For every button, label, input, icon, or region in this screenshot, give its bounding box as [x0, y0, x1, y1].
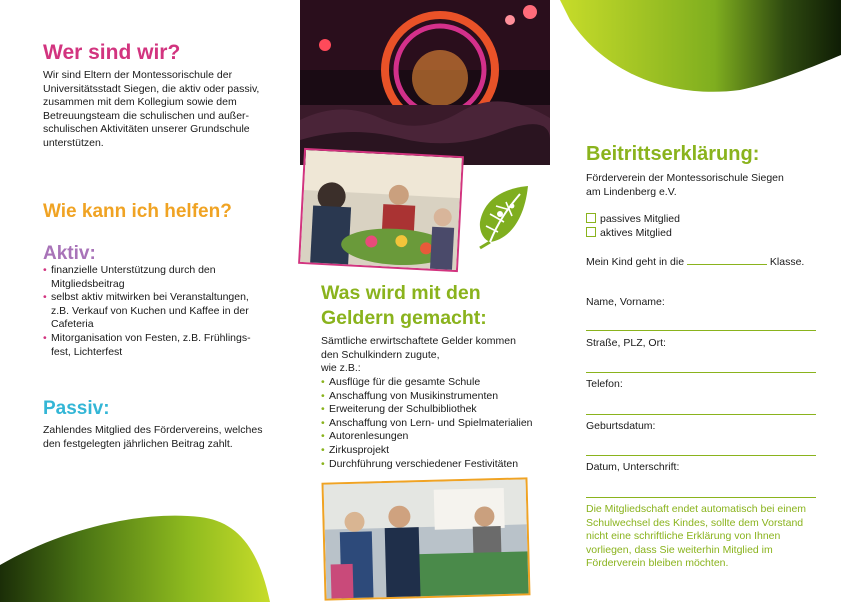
- list-item: • Zirkusprojekt: [321, 443, 390, 456]
- decorative-swoosh-top-right: [560, 0, 841, 95]
- field-line-address[interactable]: [586, 372, 816, 373]
- bullet-icon: •: [321, 430, 325, 443]
- decorative-swoosh-bottom-left: [0, 505, 270, 602]
- list-item: • Mitorganisation von Festen, z.B. Frühlings-fest, Lichterfest: [43, 331, 251, 358]
- list-item: • Erweiterung der Schulbibliothek: [321, 403, 477, 416]
- field-line-name[interactable]: [586, 330, 816, 331]
- field-label-name: Name, Vorname:: [586, 296, 665, 308]
- list-item: • Ausflüge für die gesamte Schule: [321, 376, 481, 388]
- field-label-birthdate: Geburtsdatum:: [586, 420, 656, 432]
- bullet-icon: •: [321, 443, 325, 456]
- field-line-signature[interactable]: [586, 497, 816, 498]
- bullet-icon: •: [43, 291, 47, 304]
- checkbox-active[interactable]: [586, 227, 596, 237]
- field-line-phone[interactable]: [586, 414, 816, 415]
- list-item: • Anschaffung von Musikinstrumenten: [321, 389, 499, 402]
- child-class-line: Mein Kind geht in die Klasse.: [586, 256, 805, 268]
- list-item: • selbst aktiv mitwirken bei Veranstaltungen, z.B. Verkauf von Kuchen und Kaffee in der Cafeteria: [43, 291, 249, 331]
- bullet-icon: •: [321, 457, 325, 470]
- field-label-signature: Datum, Unterschrift:: [586, 461, 680, 473]
- list-item: • Durchführung verschiedener Festivitäten: [321, 457, 519, 470]
- option-passive[interactable]: passives Mitglied: [586, 213, 680, 227]
- passive-text: Zahlendes Mitglied des Fördervereins, welches den festgelegten jährlichen Beitrag zahlt.: [43, 424, 263, 450]
- list-item: • Autorenlesungen: [321, 430, 409, 443]
- class-field[interactable]: [687, 256, 767, 265]
- bullet-icon: •: [321, 389, 325, 402]
- list-item: • Anschaffung von Lern- und Spielmaterialien: [321, 416, 533, 429]
- list-item: • finanzielle Unterstützung durch den Mitgliedsbeitrag: [43, 264, 216, 290]
- money-list: [321, 376, 561, 471]
- field-label-address: Straße, PLZ, Ort:: [586, 337, 666, 349]
- active-title: Aktiv:: [43, 243, 96, 264]
- org-name: Förderverein der Montessorischule Siegen am Lindenberg e.V.: [586, 172, 784, 198]
- bullet-icon: •: [321, 403, 325, 416]
- leaf-logo-icon: [476, 184, 534, 250]
- field-label-phone: Telefon:: [586, 378, 623, 390]
- classroom-photo: [321, 477, 530, 600]
- field-line-birthdate[interactable]: [586, 455, 816, 456]
- bullet-icon: •: [321, 376, 325, 388]
- passive-title: Passiv:: [43, 398, 110, 419]
- active-list: [43, 264, 265, 359]
- concert-photo: [300, 0, 550, 165]
- bullet-icon: •: [43, 331, 47, 344]
- help-title: Wie kann ich helfen?: [43, 201, 232, 222]
- money-title: Was wird mit den Geldern gemacht:: [321, 282, 487, 329]
- who-text: Wir sind Eltern der Montessorischule der Universitätsstadt Siegen, die aktiv oder passiv, zusammen mit dem Kollegium sowie dem Betreuungsteam die schulischen und außer-schulischen Aktivitäten unserer Grundschule unterstützen.: [43, 69, 260, 149]
- market-photo: [298, 148, 464, 272]
- who-title: Wer sind wir?: [43, 41, 181, 64]
- membership-note: Die Mitgliedschaft endet automatisch bei einem Schulwechsel des Kindes, sollte dem Vorstand nicht eine schriftliche Erklärung von Ihnen vorliegen, dass Sie weiterhin Mitglied im Förderverein bleiben möchten.: [586, 503, 807, 570]
- money-intro: Sämtliche erwirtschaftete Gelder kommen den Schulkindern zugute, wie z.B.:: [321, 335, 516, 375]
- bullet-icon: •: [321, 416, 325, 429]
- checkbox-passive[interactable]: [586, 213, 596, 223]
- bullet-icon: •: [43, 264, 47, 276]
- option-active[interactable]: aktives Mitglied: [586, 227, 672, 241]
- join-title: Beitrittserklärung:: [586, 143, 760, 165]
